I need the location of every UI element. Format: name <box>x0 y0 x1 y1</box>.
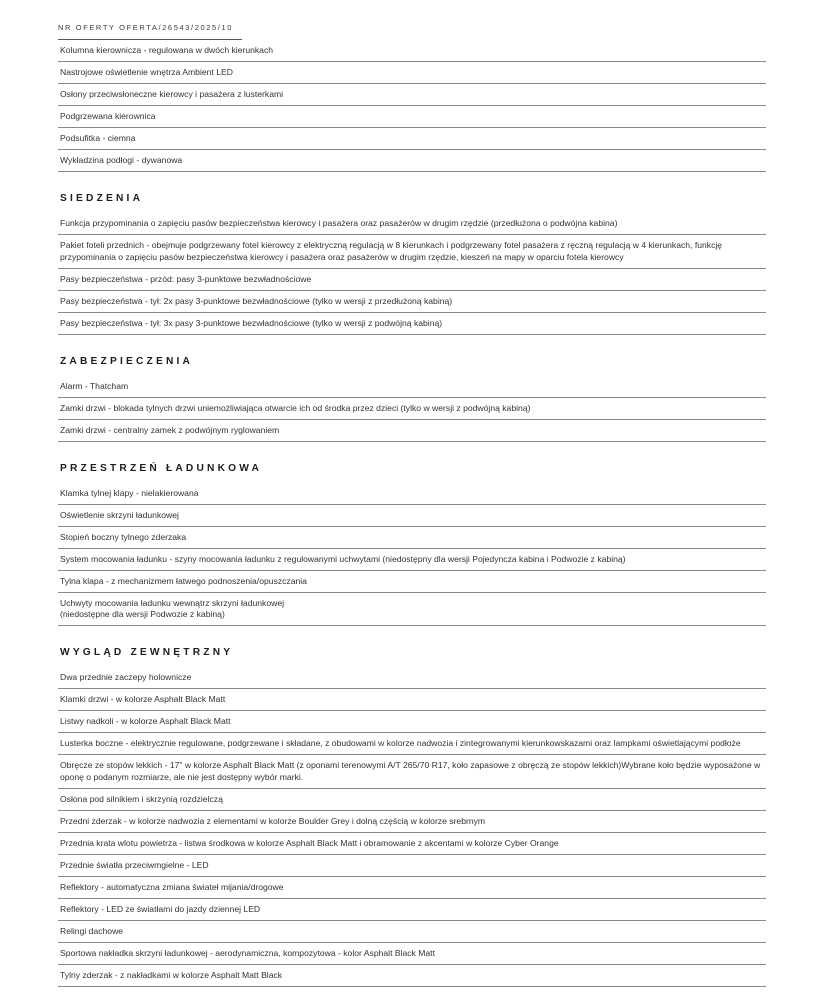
spec-row: Klamka tylnej klapy - nielakierowana <box>58 483 766 505</box>
section-seats <box>58 193 766 335</box>
spec-row: Oświetlenie skrzyni ładunkowej <box>58 505 766 527</box>
section-title: ZABEZPIECZENIA <box>60 355 194 367</box>
spec-row: Alarm - Thatcham <box>58 376 766 398</box>
spec-row: Przednia krata wlotu powietrza - listwa środkowa w kolorze Asphalt Black Matt i obramowanie z akcentami w kolorze Cyber Orange <box>58 833 766 855</box>
spec-row: Zamki drzwi - blokada tylnych drzwi uniemożliwiająca otwarcie ich od środka przez dzieci (tylko w wersji z podwójną kabiną) <box>58 398 766 420</box>
spec-row: Zamki drzwi - centralny zamek z podwójnym ryglowaniem <box>58 420 766 442</box>
spec-row: Przednie światła przeciwmgielne - LED <box>58 855 766 877</box>
spec-row: Sportowa nakładka skrzyni ładunkowej - aerodynamiczna, kompozytowa - kolor Asphalt Black Matt <box>58 943 766 965</box>
spec-row: Tylny zderzak - z nakładkami w kolorze Asphalt Matt Black <box>58 965 766 987</box>
spec-row: System mocowania ładunku - szyny mocowania ładunku z regulowanymi uchwytami (niedostępny dla wersji Pojedyncza kabina i Podwozie z kabiną) <box>58 549 766 571</box>
spec-row: Listwy nadkoli - w kolorze Asphalt Black Matt <box>58 711 766 733</box>
spec-document <box>58 22 766 987</box>
section-title: SIEDZENIA <box>60 193 144 204</box>
section-exterior <box>58 647 766 987</box>
spec-row: Podsufitka - ciemna <box>58 128 766 150</box>
spec-row: Kolumna kierownicza - regulowana w dwóch kierunkach <box>58 40 766 62</box>
spec-row: Relingi dachowe <box>58 921 766 943</box>
spec-row: Tylna klapa - z mechanizmem łatwego podnoszenia/opuszczania <box>58 571 766 593</box>
spec-row: Uchwyty mocowania ładunku wewnątrz skrzyni ładunkowej (niedostępne dla wersji Podwozie z kabiną) <box>58 593 766 627</box>
spec-row: Pasy bezpieczeństwa - tył: 3x pasy 3-punktowe bezwładnościowe (tylko w wersji z podwójną kabiną) <box>58 313 766 335</box>
spec-row: Lusterka boczne - elektrycznie regulowane, podgrzewane i składane, z obudowami w kolorze nadwozia i zintegrowanymi kierunkowskazami oraz lampkami oświetlającymi podłoże <box>58 733 766 755</box>
spec-row: Obręcze ze stopów lekkich - 17" w kolorze Asphalt Black Matt (z oponami terenowymi A/T 265/70 R17, koło zapasowe z obręczą ze stopów lekkich)Wybrane koło będzie wyposażone w oponę o podanym rozmiarze, ale nie jest dostępny wybór marki. <box>58 755 766 789</box>
spec-row: Reflektory - automatyczna zmiana świateł mijania/drogowe <box>58 877 766 899</box>
spec-row: Klamki drzwi - w kolorze Asphalt Black Matt <box>58 689 766 711</box>
intro-list <box>58 40 766 172</box>
section-title: PRZESTRZEŃ ŁADUNKOWA <box>60 462 263 474</box>
spec-row: Nastrojowe oświetlenie wnętrza Ambient LED <box>58 62 766 84</box>
section-cargo <box>58 463 766 627</box>
spec-row: Osłony przeciwsłoneczne kierowcy i pasażera z lusterkami <box>58 84 766 106</box>
spec-row: Pasy bezpieczeństwa - przód: pasy 3-punktowe bezwładnościowe <box>58 269 766 291</box>
section-security <box>58 356 766 442</box>
spec-row: Podgrzewana kierownica <box>58 106 766 128</box>
spec-row: Funkcja przypominania o zapięciu pasów bezpieczeństwa kierowcy i pasażera oraz pasażerów w drugim rzędzie (przedłużona o podwójna kabina) <box>58 213 766 235</box>
spec-row: Reflektory - LED ze światłami do jazdy dziennej LED <box>58 899 766 921</box>
spec-row: Stopień boczny tylnego zderzaka <box>58 527 766 549</box>
section-title: WYGLĄD ZEWNĘTRZNY <box>60 647 234 658</box>
spec-row: Wykładzina podłogi - dywanowa <box>58 150 766 172</box>
spec-row: Pakiet foteli przednich - obejmuje podgrzewany fotel kierowcy z elektryczną regulacją w 8 kierunkach i podgrzewany fotel pasażera z ręczną regulacją w 4 kierunkach, funkcję przypominania o zapięciu pasów bezpieczeństwa kierowcy i pasażera oraz pasażerów w drugim rzędzie, kieszeń na mapy w oparciu fotela kierowcy <box>58 235 766 269</box>
spec-row: Dwa przednie zaczepy holownicze <box>58 667 766 689</box>
spec-row: Osłona pod silnikiem i skrzynią rozdzielczą <box>58 789 766 811</box>
spec-row: Przedni zderzak - w kolorze nadwozia z elementami w kolorze Boulder Grey i dolną częścią w kolorze srebrnym <box>58 811 766 833</box>
spec-row: Pasy bezpieczeństwa - tył: 2x pasy 3-punktowe bezwładnościowe (tylko w wersji z przedłużoną kabiną) <box>58 291 766 313</box>
offer-number: NR OFERTY OFERTA/26543/2025/10 <box>58 23 234 32</box>
